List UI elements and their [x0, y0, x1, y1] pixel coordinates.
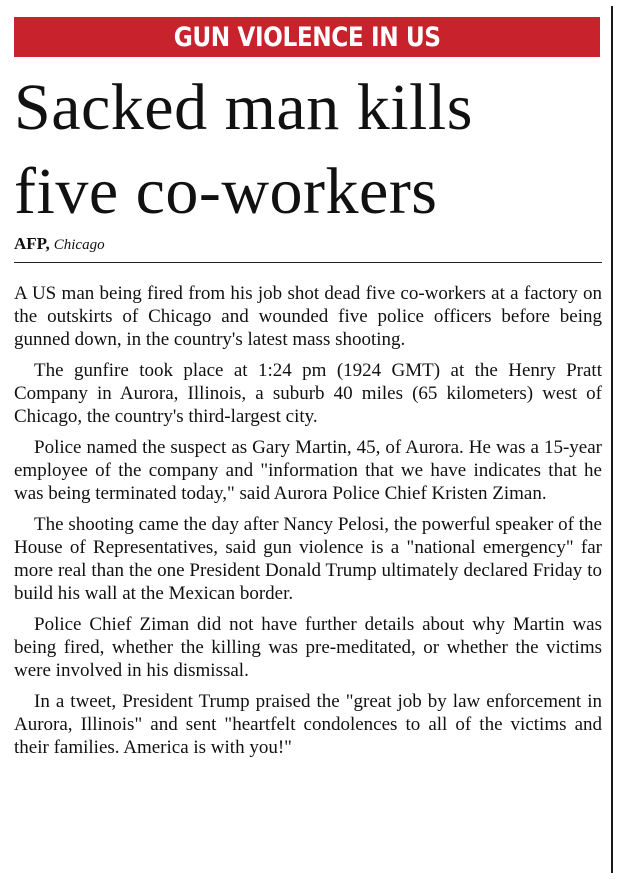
section-banner [14, 17, 600, 57]
paragraph-3: Police named the suspect as Gary Martin, 45, of Aurora. He was a 15-year employee of the company and "information that we have indicates that he was being terminated today," said Aurora Police Chief Kristen Ziman. [14, 437, 602, 504]
article-body [14, 282, 602, 767]
paragraph-2: The gunfire took place at 1:24 pm (1924 GMT) at the Henry Pratt Company in Aurora, Illinois, a suburb 40 miles (65 kilometers) west of Chicago, the country's third-largest city. [14, 360, 602, 427]
byline [14, 234, 105, 255]
headline-line-2: five co-workers [14, 155, 438, 228]
section-banner-label: GUN VIOLENCE IN US [173, 21, 441, 53]
paragraph-6: In a tweet, President Trump praised the "great job by law enforcement in Aurora, Illinois" and sent "heartfelt condolences to all of the victims and their families. America is with you!" [14, 691, 602, 758]
paragraph-1: A US man being fired from his job shot dead five co-workers at a factory on the outskirts of Chicago and wounded five police officers before being gunned down, in the country's latest mass shooting. [14, 283, 602, 350]
headline-line-1: Sacked man kills [14, 71, 473, 144]
byline-divider [14, 262, 602, 263]
paragraph-4: The shooting came the day after Nancy Pelosi, the powerful speaker of the House of Representatives, said gun violence is a "national emergency" far more real than the one President Donald Trump ultimately declared Friday to build his wall at the Mexican border. [14, 514, 602, 604]
byline-agency: AFP, [14, 234, 50, 253]
headline [14, 66, 604, 234]
byline-place: Chicago [53, 237, 105, 253]
paragraph-5: Police Chief Ziman did not have further details about why Martin was being fired, whether the killing was pre-meditated, or whether the victims were involved in his dismissal. [14, 614, 602, 681]
column-rule [611, 6, 613, 873]
